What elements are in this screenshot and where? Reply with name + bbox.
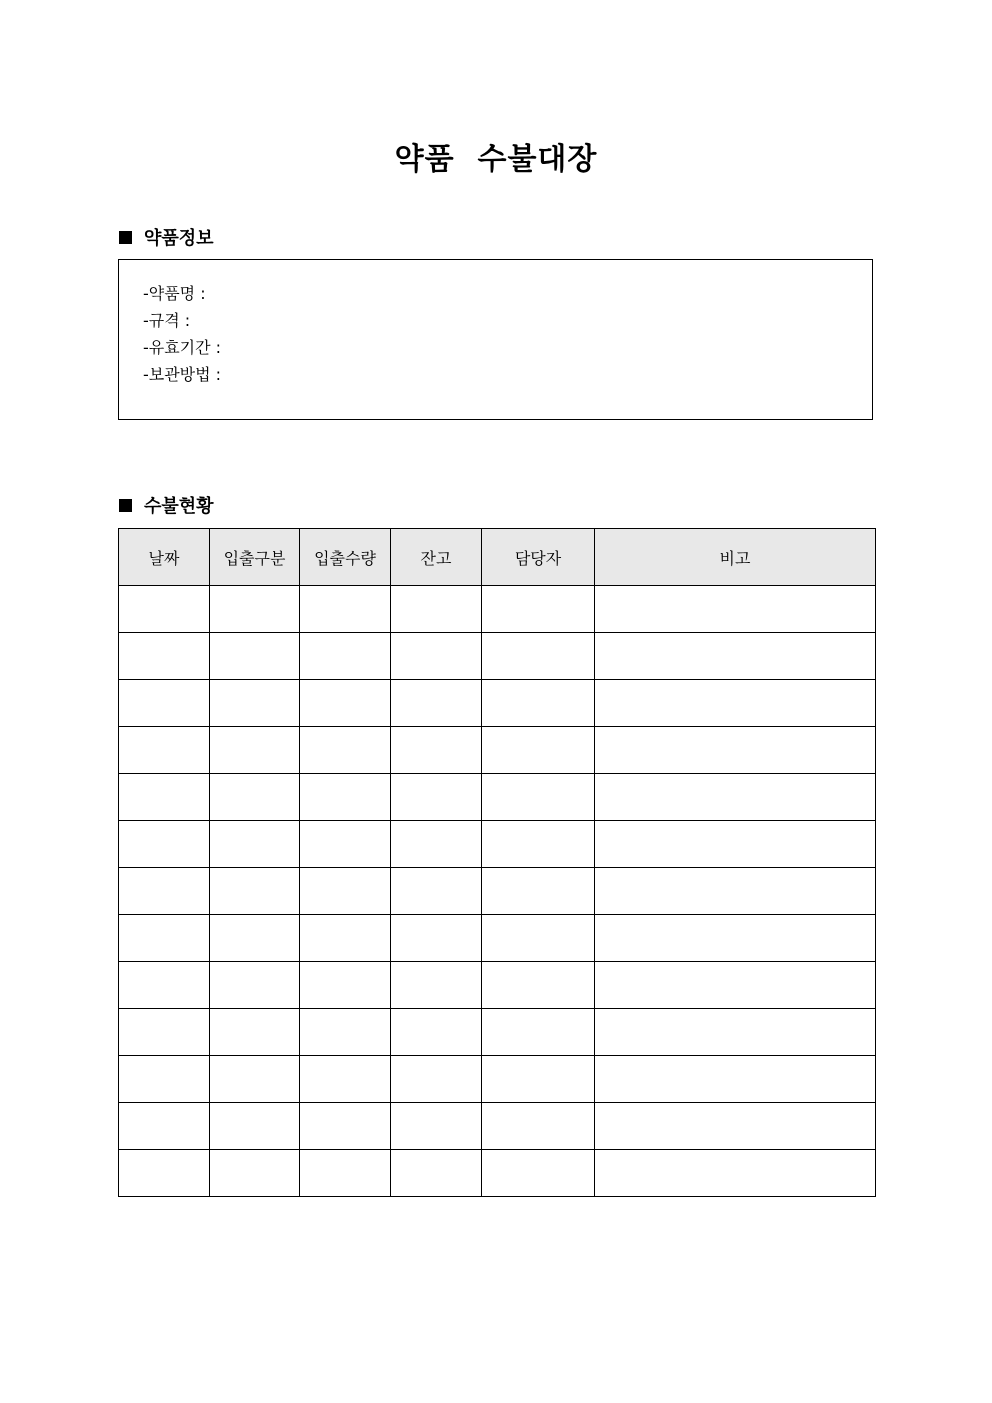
table-row (119, 821, 876, 868)
cell-in-out-type[interactable] (210, 1009, 300, 1056)
table-row (119, 1150, 876, 1197)
table-row (119, 727, 876, 774)
cell-balance[interactable] (391, 680, 482, 727)
cell-remarks[interactable] (595, 1009, 876, 1056)
page-title: 약품 수불대장 (394, 142, 598, 177)
cell-in-out-quantity[interactable] (300, 1009, 391, 1056)
cell-person-in-charge[interactable] (482, 1103, 595, 1150)
drug-info-box (118, 259, 873, 420)
cell-in-out-quantity[interactable] (300, 1056, 391, 1103)
info-line-expiry[interactable]: -유효기간 : (143, 338, 222, 357)
column-header-date: 날짜 (119, 529, 210, 586)
section-heading-label: 약품정보 (144, 228, 214, 249)
info-line-storage[interactable]: -보관방법 : (143, 365, 222, 384)
cell-in-out-type[interactable] (210, 633, 300, 680)
table-row (119, 1056, 876, 1103)
cell-person-in-charge[interactable] (482, 821, 595, 868)
cell-date[interactable] (119, 915, 210, 962)
black-square-icon (119, 499, 132, 512)
column-header-remarks: 비고 (595, 529, 876, 586)
cell-date[interactable] (119, 1056, 210, 1103)
table-header-row (119, 529, 876, 586)
cell-person-in-charge[interactable] (482, 774, 595, 821)
section-heading-ledger (119, 492, 214, 518)
table-row (119, 1009, 876, 1056)
cell-remarks[interactable] (595, 962, 876, 1009)
cell-remarks[interactable] (595, 1103, 876, 1150)
column-header-in-out-type: 입출구분 (210, 529, 300, 586)
black-square-icon (119, 231, 132, 244)
cell-in-out-quantity[interactable] (300, 962, 391, 1009)
cell-in-out-type[interactable] (210, 1103, 300, 1150)
cell-in-out-quantity[interactable] (300, 1103, 391, 1150)
cell-balance[interactable] (391, 1150, 482, 1197)
cell-in-out-quantity[interactable] (300, 586, 391, 633)
cell-person-in-charge[interactable] (482, 1056, 595, 1103)
cell-date[interactable] (119, 680, 210, 727)
cell-in-out-type[interactable] (210, 1150, 300, 1197)
cell-in-out-quantity[interactable] (300, 821, 391, 868)
cell-date[interactable] (119, 1103, 210, 1150)
table-row (119, 774, 876, 821)
section-heading-drug-info (119, 224, 214, 250)
cell-in-out-type[interactable] (210, 680, 300, 727)
section-heading-label: 수불현황 (144, 496, 214, 517)
cell-date[interactable] (119, 633, 210, 680)
cell-in-out-type[interactable] (210, 962, 300, 1009)
cell-in-out-type[interactable] (210, 868, 300, 915)
cell-in-out-type[interactable] (210, 1056, 300, 1103)
cell-balance[interactable] (391, 1103, 482, 1150)
cell-person-in-charge[interactable] (482, 1009, 595, 1056)
cell-date[interactable] (119, 1009, 210, 1056)
cell-date[interactable] (119, 774, 210, 821)
cell-date[interactable] (119, 868, 210, 915)
cell-balance[interactable] (391, 962, 482, 1009)
cell-in-out-quantity[interactable] (300, 868, 391, 915)
cell-in-out-type[interactable] (210, 915, 300, 962)
cell-remarks[interactable] (595, 1056, 876, 1103)
cell-balance[interactable] (391, 1009, 482, 1056)
cell-remarks[interactable] (595, 633, 876, 680)
column-header-balance: 잔고 (391, 529, 482, 586)
cell-in-out-quantity[interactable] (300, 1150, 391, 1197)
table-row (119, 586, 876, 633)
table-row (119, 868, 876, 915)
cell-in-out-type[interactable] (210, 774, 300, 821)
cell-remarks[interactable] (595, 915, 876, 962)
cell-remarks[interactable] (595, 821, 876, 868)
cell-person-in-charge[interactable] (482, 868, 595, 915)
cell-person-in-charge[interactable] (482, 1150, 595, 1197)
cell-remarks[interactable] (595, 774, 876, 821)
cell-balance[interactable] (391, 915, 482, 962)
cell-date[interactable] (119, 962, 210, 1009)
cell-date[interactable] (119, 586, 210, 633)
cell-in-out-quantity[interactable] (300, 727, 391, 774)
cell-in-out-quantity[interactable] (300, 774, 391, 821)
table-row (119, 915, 876, 962)
table-row (119, 962, 876, 1009)
info-line-spec[interactable]: -규격 : (143, 311, 191, 330)
cell-remarks[interactable] (595, 586, 876, 633)
cell-remarks[interactable] (595, 868, 876, 915)
cell-in-out-quantity[interactable] (300, 633, 391, 680)
cell-balance[interactable] (391, 586, 482, 633)
table-row (119, 633, 876, 680)
table-row (119, 680, 876, 727)
cell-date[interactable] (119, 821, 210, 868)
cell-balance[interactable] (391, 1056, 482, 1103)
cell-balance[interactable] (391, 868, 482, 915)
cell-remarks[interactable] (595, 727, 876, 774)
cell-person-in-charge[interactable] (482, 962, 595, 1009)
cell-person-in-charge[interactable] (482, 727, 595, 774)
cell-person-in-charge[interactable] (482, 915, 595, 962)
cell-remarks[interactable] (595, 1150, 876, 1197)
cell-balance[interactable] (391, 633, 482, 680)
info-line-drug-name[interactable]: -약품명 : (143, 284, 206, 303)
cell-balance[interactable] (391, 774, 482, 821)
cell-balance[interactable] (391, 727, 482, 774)
cell-balance[interactable] (391, 821, 482, 868)
cell-person-in-charge[interactable] (482, 680, 595, 727)
column-header-in-out-quantity: 입출수량 (300, 529, 391, 586)
cell-date[interactable] (119, 727, 210, 774)
cell-in-out-quantity[interactable] (300, 680, 391, 727)
cell-in-out-type[interactable] (210, 727, 300, 774)
table-row (119, 1103, 876, 1150)
cell-in-out-type[interactable] (210, 821, 300, 868)
ledger-table (118, 528, 876, 1197)
cell-date[interactable] (119, 1150, 210, 1197)
cell-in-out-type[interactable] (210, 586, 300, 633)
cell-person-in-charge[interactable] (482, 633, 595, 680)
cell-in-out-quantity[interactable] (300, 915, 391, 962)
cell-person-in-charge[interactable] (482, 586, 595, 633)
cell-remarks[interactable] (595, 680, 876, 727)
column-header-person-in-charge: 담당자 (482, 529, 595, 586)
